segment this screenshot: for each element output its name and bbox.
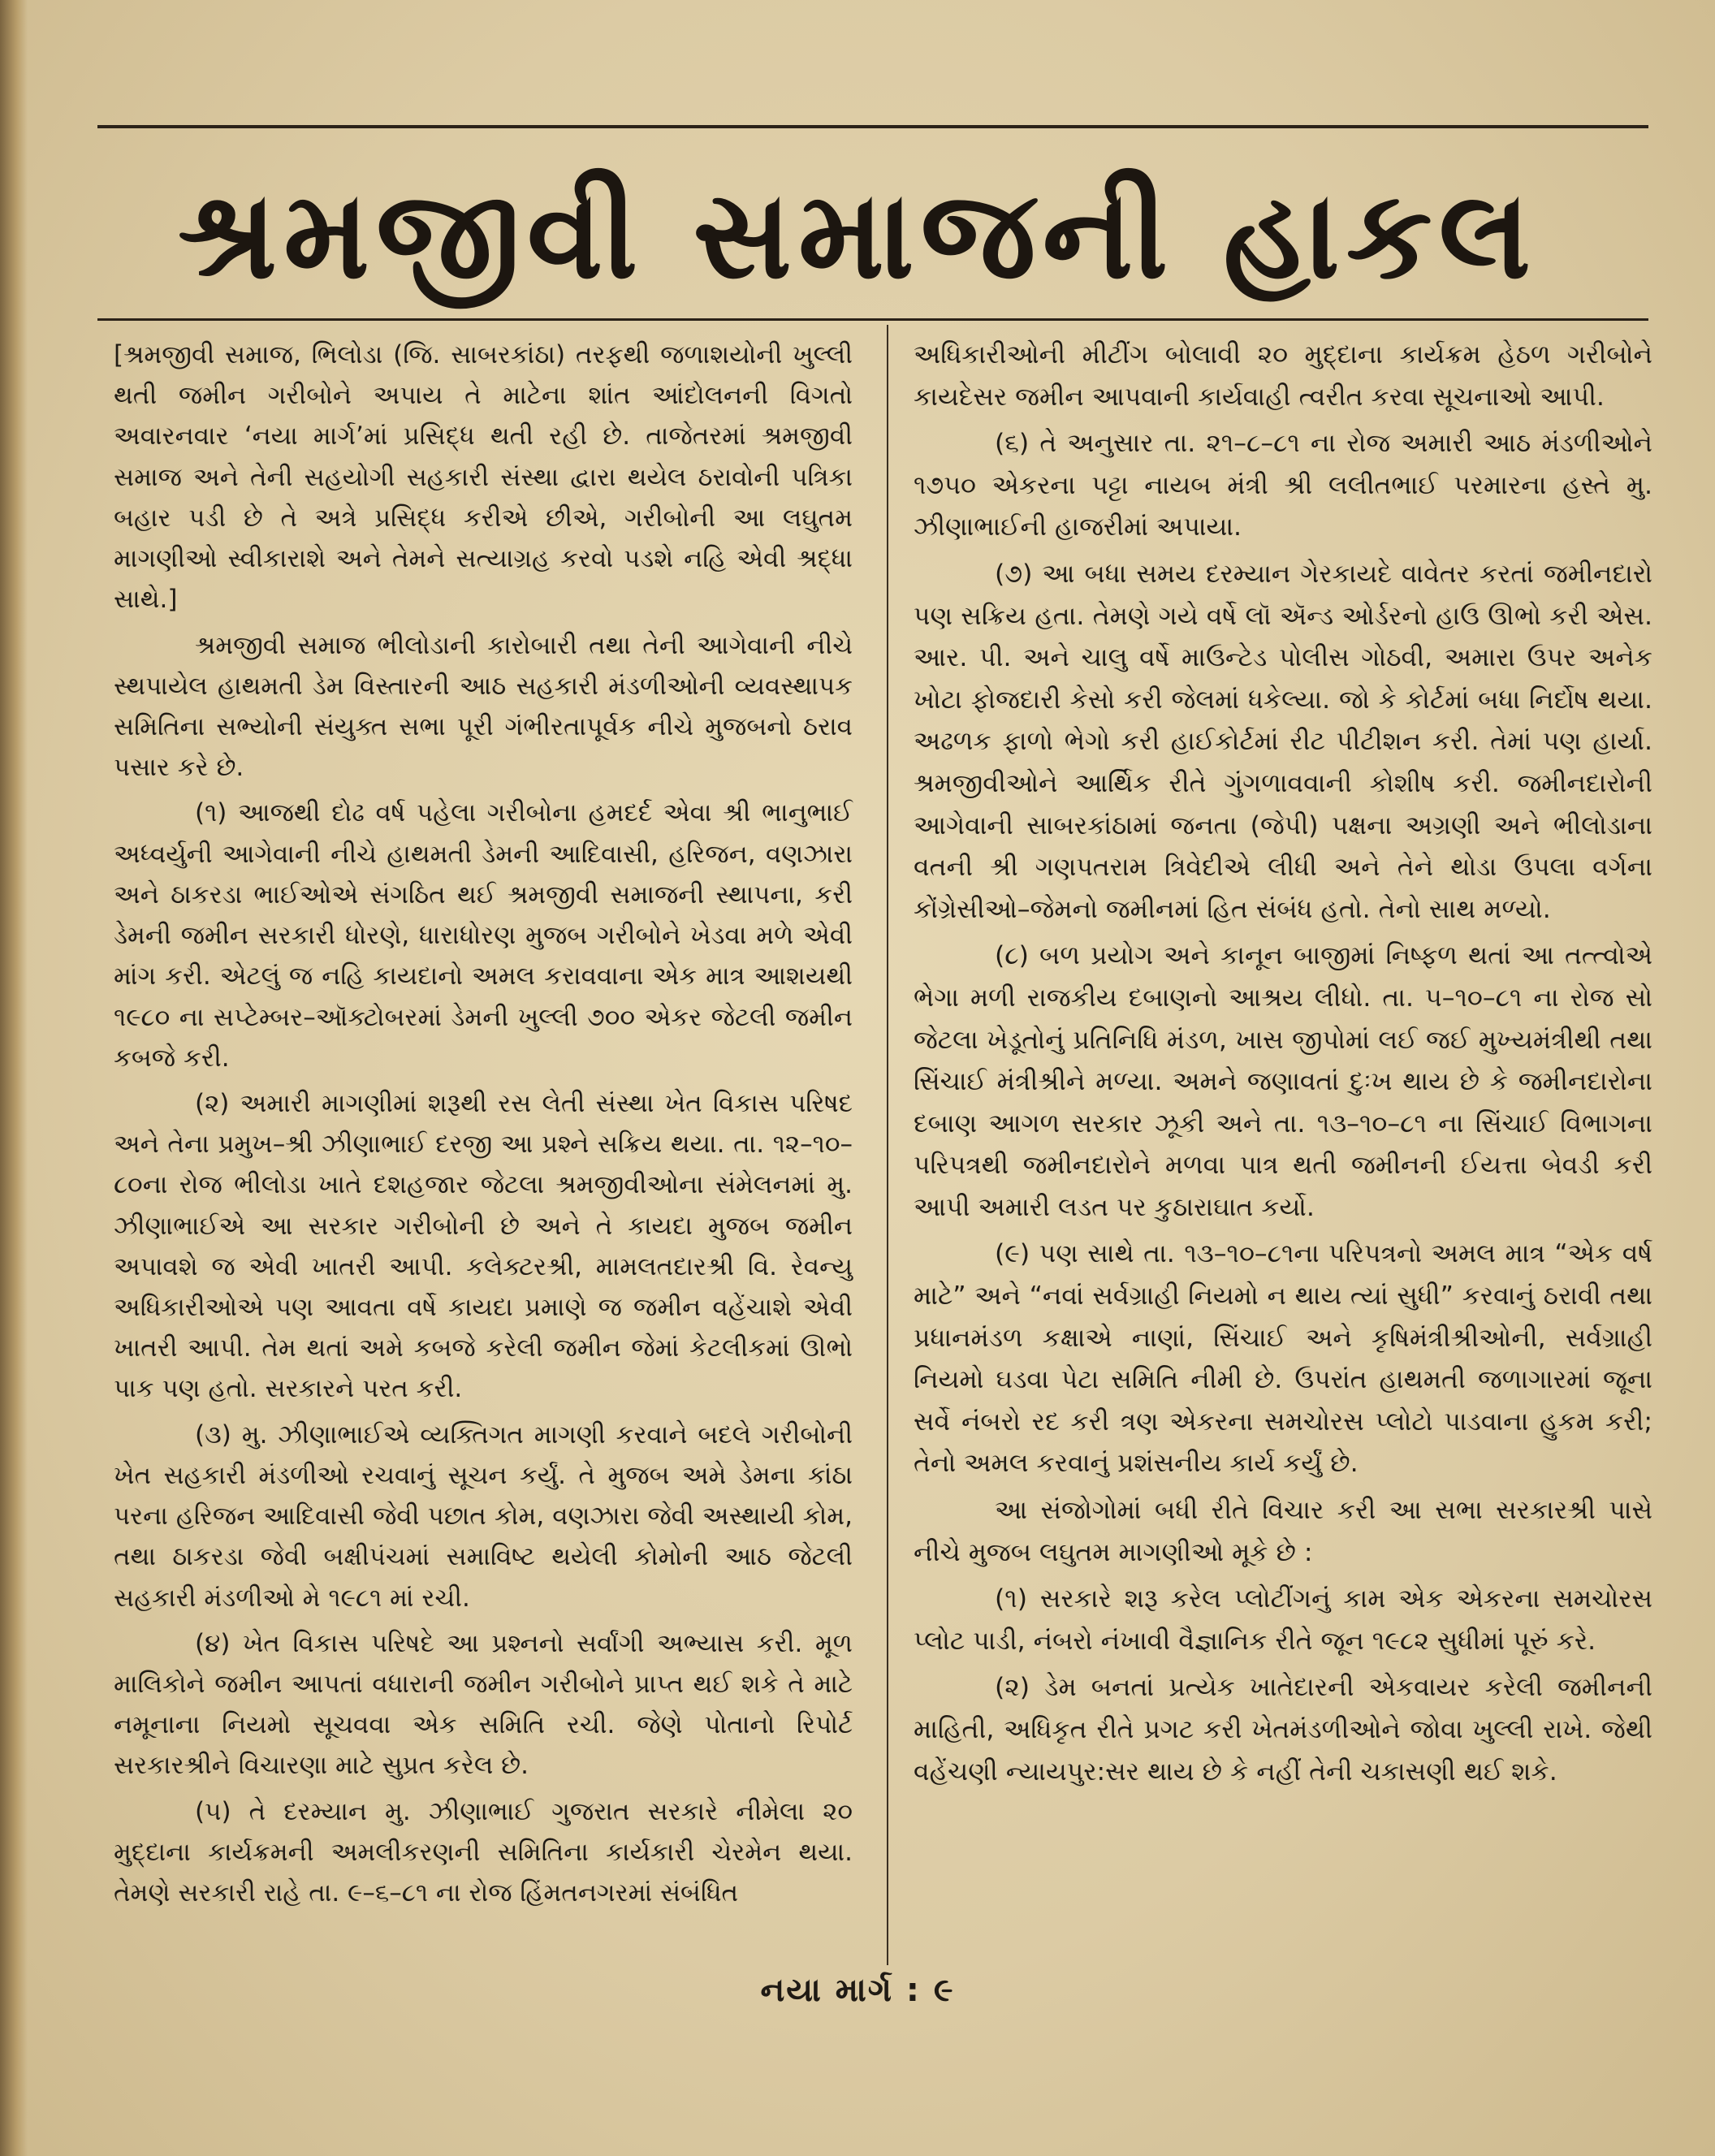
top-rule: [97, 125, 1648, 128]
paragraph: શ્રમજીવી સમાજ ભીલોડાની કારોબારી તથા તેની આગેવાની નીચે સ્થપાયેલ હાથમતી ડેમ વિસ્તારની આઠ સહકારી મંડળીઓની વ્યવસ્થાપક સમિતિના સભ્યોની સંયુક્ત સભા પૂરી ગંભીરતાપૂર્વક નીચે મુજબનો ઠરાવ પસાર કરે છે.: [114, 630, 853, 783]
demand-item: (૧) સરકારે શરૂ કરેલ પ્લોટીંગનું કામ એક એકરના સમચોરસ પ્લોટ પાડી, નંબરો નંખાવી વૈજ્ઞાનિક રીતે જૂન ૧૯૮૨ સુધીમાં પૂરું કરે.: [914, 1584, 1652, 1656]
paragraph: અધિકારીઓની મીટીંગ બોલાવી ૨૦ મુદ્દાના કાર્યક્રમ હેઠળ ગરીબોને કાયદેસર જમીન આપવાની કાર્યવાહી ત્વરીત કરવા સૂચનાઓ આપી.: [914, 340, 1652, 412]
paragraph: (૨) અમારી માગણીમાં શરૂથી રસ લેતી સંસ્થા ખેત વિકાસ પરિષદ અને તેના પ્રમુખ–શ્રી ઝીણાભાઈ દરજી આ પ્રશ્ને સક્રિય થયા. તા. ૧૨–૧૦–૮૦ના રોજ ભીલોડા ખાતે દશહજાર જેટલા શ્રમજીવીઓના સંમેલનમાં મુ. ઝીણાભાઈએ આ સરકાર ગરીબોની છે અને તે કાયદા મુજબ જમીન અપાવશે જ એવી ખાતરી આપી. કલેક્ટરશ્રી, મામલતદારશ્રી વિ. રેવન્યુ અધિકારીઓએ પણ આવતા વર્ષે કાયદા પ્રમાણે જ જમીન વહેંચાશે એવી ખાતરી આપી. તેમ થતાં અમે કબજે કરેલી જમીન જેમાં કેટલીકમાં ઊભો પાક પણ હતો. સરકારને પરત કરી.: [114, 1088, 853, 1404]
paragraph: (૬) તે અનુસાર તા. ૨૧–૮–૮૧ ના રોજ અમારી આઠ મંડળીઓને ૧૭૫૦ એકરના પટ્ટા નાયબ મંત્રી શ્રી લલીતભાઈ પરમારના હસ્તે મુ. ઝીણાભાઈની હાજરીમાં અપાયા.: [914, 429, 1652, 542]
paragraph: (૯) પણ સાથે તા. ૧૩–૧૦–૮૧ના પરિપત્રનો અમલ માત્ર “એક વર્ષ માટે” અને “નવાં સર્વગ્રાહી નિયમો ન થાય ત્યાં સુધી” કરવાનું ઠરાવી તથા પ્રધાનમંડળ કક્ષાએ નાણાં, સિંચાઈ અને કૃષિમંત્રીશ્રીઓની, સર્વગ્રાહી નિયમો ઘડવા પેટા સમિતિ નીમી છે. ઉપરાંત હાથમતી જળાગારમાં જૂના સર્વે નંબરો રદ કરી ત્રણ એકરના સમચોરસ પ્લોટો પાડવાના હુકમ કરી; તેનો અમલ કરવાનું પ્રશંસનીય કાર્ય કર્યું છે.: [914, 1239, 1652, 1479]
paragraph: (૫) તે દરમ્યાન મુ. ઝીણાભાઈ ગુજરાત સરકારે નીમેલા ૨૦ મુદ્દાના કાર્યક્રમની અમલીકરણની સમિતિના કાર્યકારી ચેરમેન થયા. તેમણે સરકારી રાહે તા. ૯–૬–૮૧ ના રોજ હિંમતનગરમાં સંબંધિત: [114, 1796, 853, 1908]
paragraph: (૩) મુ. ઝીણાભાઈએ વ્યક્તિગત માગણી કરવાને બદલે ગરીબોની ખેત સહકારી મંડળીઓ રચવાનું સૂચન કર્યું. તે મુજબ અમે ડેમના કાંઠા પરના હરિજન આદિવાસી જેવી પછાત કોમ, વણઝારા જેવી અસ્થાયી કોમ, તથા ઠાકરડા જેવી બક્ષીપંચમાં સમાવિષ્ટ થયેલી કોમોની આઠ જેટલી સહકારી મંડળીઓ મે ૧૯૮૧ માં રચી.: [114, 1419, 853, 1613]
left-column: [114, 335, 853, 1918]
column-divider: [887, 325, 888, 1965]
demand-item: (૨) ડેમ બનતાં પ્રત્યેક ખાતેદારની એકવાયર કરેલી જમીનની માહિતી, અધિકૃત રીતે પ્રગટ કરી ખેતમંડળીઓને જોવા ખુલ્લી રાખે. જેથી વહેંચણી ન્યાયપુર:સર થાય છે કે નહીં તેની ચકાસણી થઈ શકે.: [914, 1673, 1652, 1787]
page-title: શ્રમજીવી સમાજની હાકલ: [177, 165, 1538, 306]
page-edge-shadow: [0, 0, 28, 2156]
paragraph: (૧) આજથી દોઢ વર્ષ પહેલા ગરીબોના હમદર્દ એવા શ્રી ભાનુભાઈ અધ્વર્યુની આગેવાની નીચે હાથમતી ડેમની આદિવાસી, હરિજન, વણઝારા અને ઠાકરડા ભાઈઓએ સંગઠિત થઈ શ્રમજીવી સમાજની સ્થાપના, કરી ડેમની જમીન સરકારી ધોરણે, ધારાધોરણ મુજબ ગરીબોને ખેડવા મળે એવી માંગ કરી. એટલું જ નહિ કાયદાનો અમલ કરાવવાના એક માત્ર આશયથી ૧૯૮૦ ના સપ્ટેમ્બર–ઑક્ટોબરમાં ડેમની ખુલ્લી ૭૦૦ એકર જેટલી જમીન કબજે કરી.: [114, 798, 853, 1073]
title-rule: [97, 318, 1648, 321]
paragraph: (૪) ખેત વિકાસ પરિષદે આ પ્રશ્નનો સર્વાંગી અભ્યાસ કરી. મૂળ માલિકોને જમીન આપતાં વધારાની જમીન ગરીબોને પ્રાપ્ત થઈ શકે તે માટે નમૂનાના નિયમો સૂચવવા એક સમિતિ રચી. જેણે પોતાનો રિપોર્ટ સરકારશ્રીને વિચારણા માટે સુપ્રત કરેલ છે.: [114, 1628, 853, 1781]
paragraph: આ સંજોગોમાં બધી રીતે વિચાર કરી આ સભા સરકારશ્રી પાસે નીચે મુજબ લઘુતમ માગણીઓ મૂકે છે :: [914, 1496, 1652, 1567]
intro-paragraph: [શ્રમજીવી સમાજ, ભિલોડા (જિ. સાબરકાંઠા) તરફથી જળાશયોની ખુલ્લી થતી જમીન ગરીબોને અપાય તે માટેના શાંત આંદોલનની વિગતો અવારનવાર ‘નયા માર્ગ’માં પ્રસિદ્ધ થતી રહી છે. તાજેતરમાં શ્રમજીવી સમાજ અને તેની સહયોગી સહકારી સંસ્થા દ્વારા થયેલ ઠરાવોની પત્રિકા બહાર પડી છે તે અત્રે પ્રસિદ્ધ કરીએ છીએ, ગરીબોની આ લઘુતમ માગણીઓ સ્વીકારાશે અને તેમને સત્યાગ્રહ કરવો પડશે નહિ એવી શ્રદ્ધા સાથે.]: [114, 340, 853, 615]
right-column: [914, 335, 1652, 1798]
paragraph: (૭) આ બધા સમય દરમ્યાન ગેરકાયદે વાવેતર કરતાં જમીનદારો પણ સક્રિય હતા. તેમણે ગયે વર્ષે લૉ ઍન્ડ ઓર્ડરનો હાઉ ઊભો કરી એસ. આર. પી. અને ચાલુ વર્ષે માઉન્ટેડ પોલીસ ગોઠવી, અમારા ઉપર અનેક ખોટા ફોજદારી કેસો કરી જેલમાં ધકેલ્યા. જો કે કોર્ટમાં બધા નિર્દોષ થયા. અઢળક ફાળો ભેગો કરી હાઈકોર્ટમાં રીટ પીટીશન કરી. તેમાં પણ હાર્યા. શ્રમજીવીઓને આર્થિક રીતે ગુંગળાવવાની કોશીષ કરી. જમીનદારોની આગેવાની સાબરકાંઠામાં જનતા (જેપી) પક્ષના અગ્રણી અને ભીલોડાના વતની શ્રી ગણપતરામ ત્રિવેદીએ લીધી અને તેને થોડા ઉપલા વર્ગના કોંગ્રેસીઓ–જેમનો જમીનમાં હિત સંબંધ હતો. તેનો સાથ મળ્યો.: [914, 559, 1652, 924]
paragraph: (૮) બળ પ્રયોગ અને કાનૂન બાજીમાં નિષ્ફળ થતાં આ તત્ત્વોએ ભેગા મળી રાજકીય દબાણનો આશ્રય લીધો. તા. ૫–૧૦–૮૧ ના રોજ સો જેટલા ખેડૂતોનું પ્રતિનિધિ મંડળ, ખાસ જીપોમાં લઈ જઈ મુખ્યમંત્રીથી તથા સિંચાઈ મંત્રીશ્રીને મળ્યા. અમને જણાવતાં દુઃખ થાય છે કે જમીનદારોના દબાણ આગળ સરકાર ઝૂકી અને તા. ૧૩–૧૦–૮૧ ના સિંચાઈ વિભાગના પરિપત્રથી જમીનદારોને મળવા પાત્ર થતી જમીનની ઈયત્તા બેવડી કરી આપી અમારી લડત પર કુઠારાઘાત કર્યો.: [914, 941, 1652, 1222]
page-footer: નયા માર્ગ : ૯: [760, 1972, 955, 2009]
